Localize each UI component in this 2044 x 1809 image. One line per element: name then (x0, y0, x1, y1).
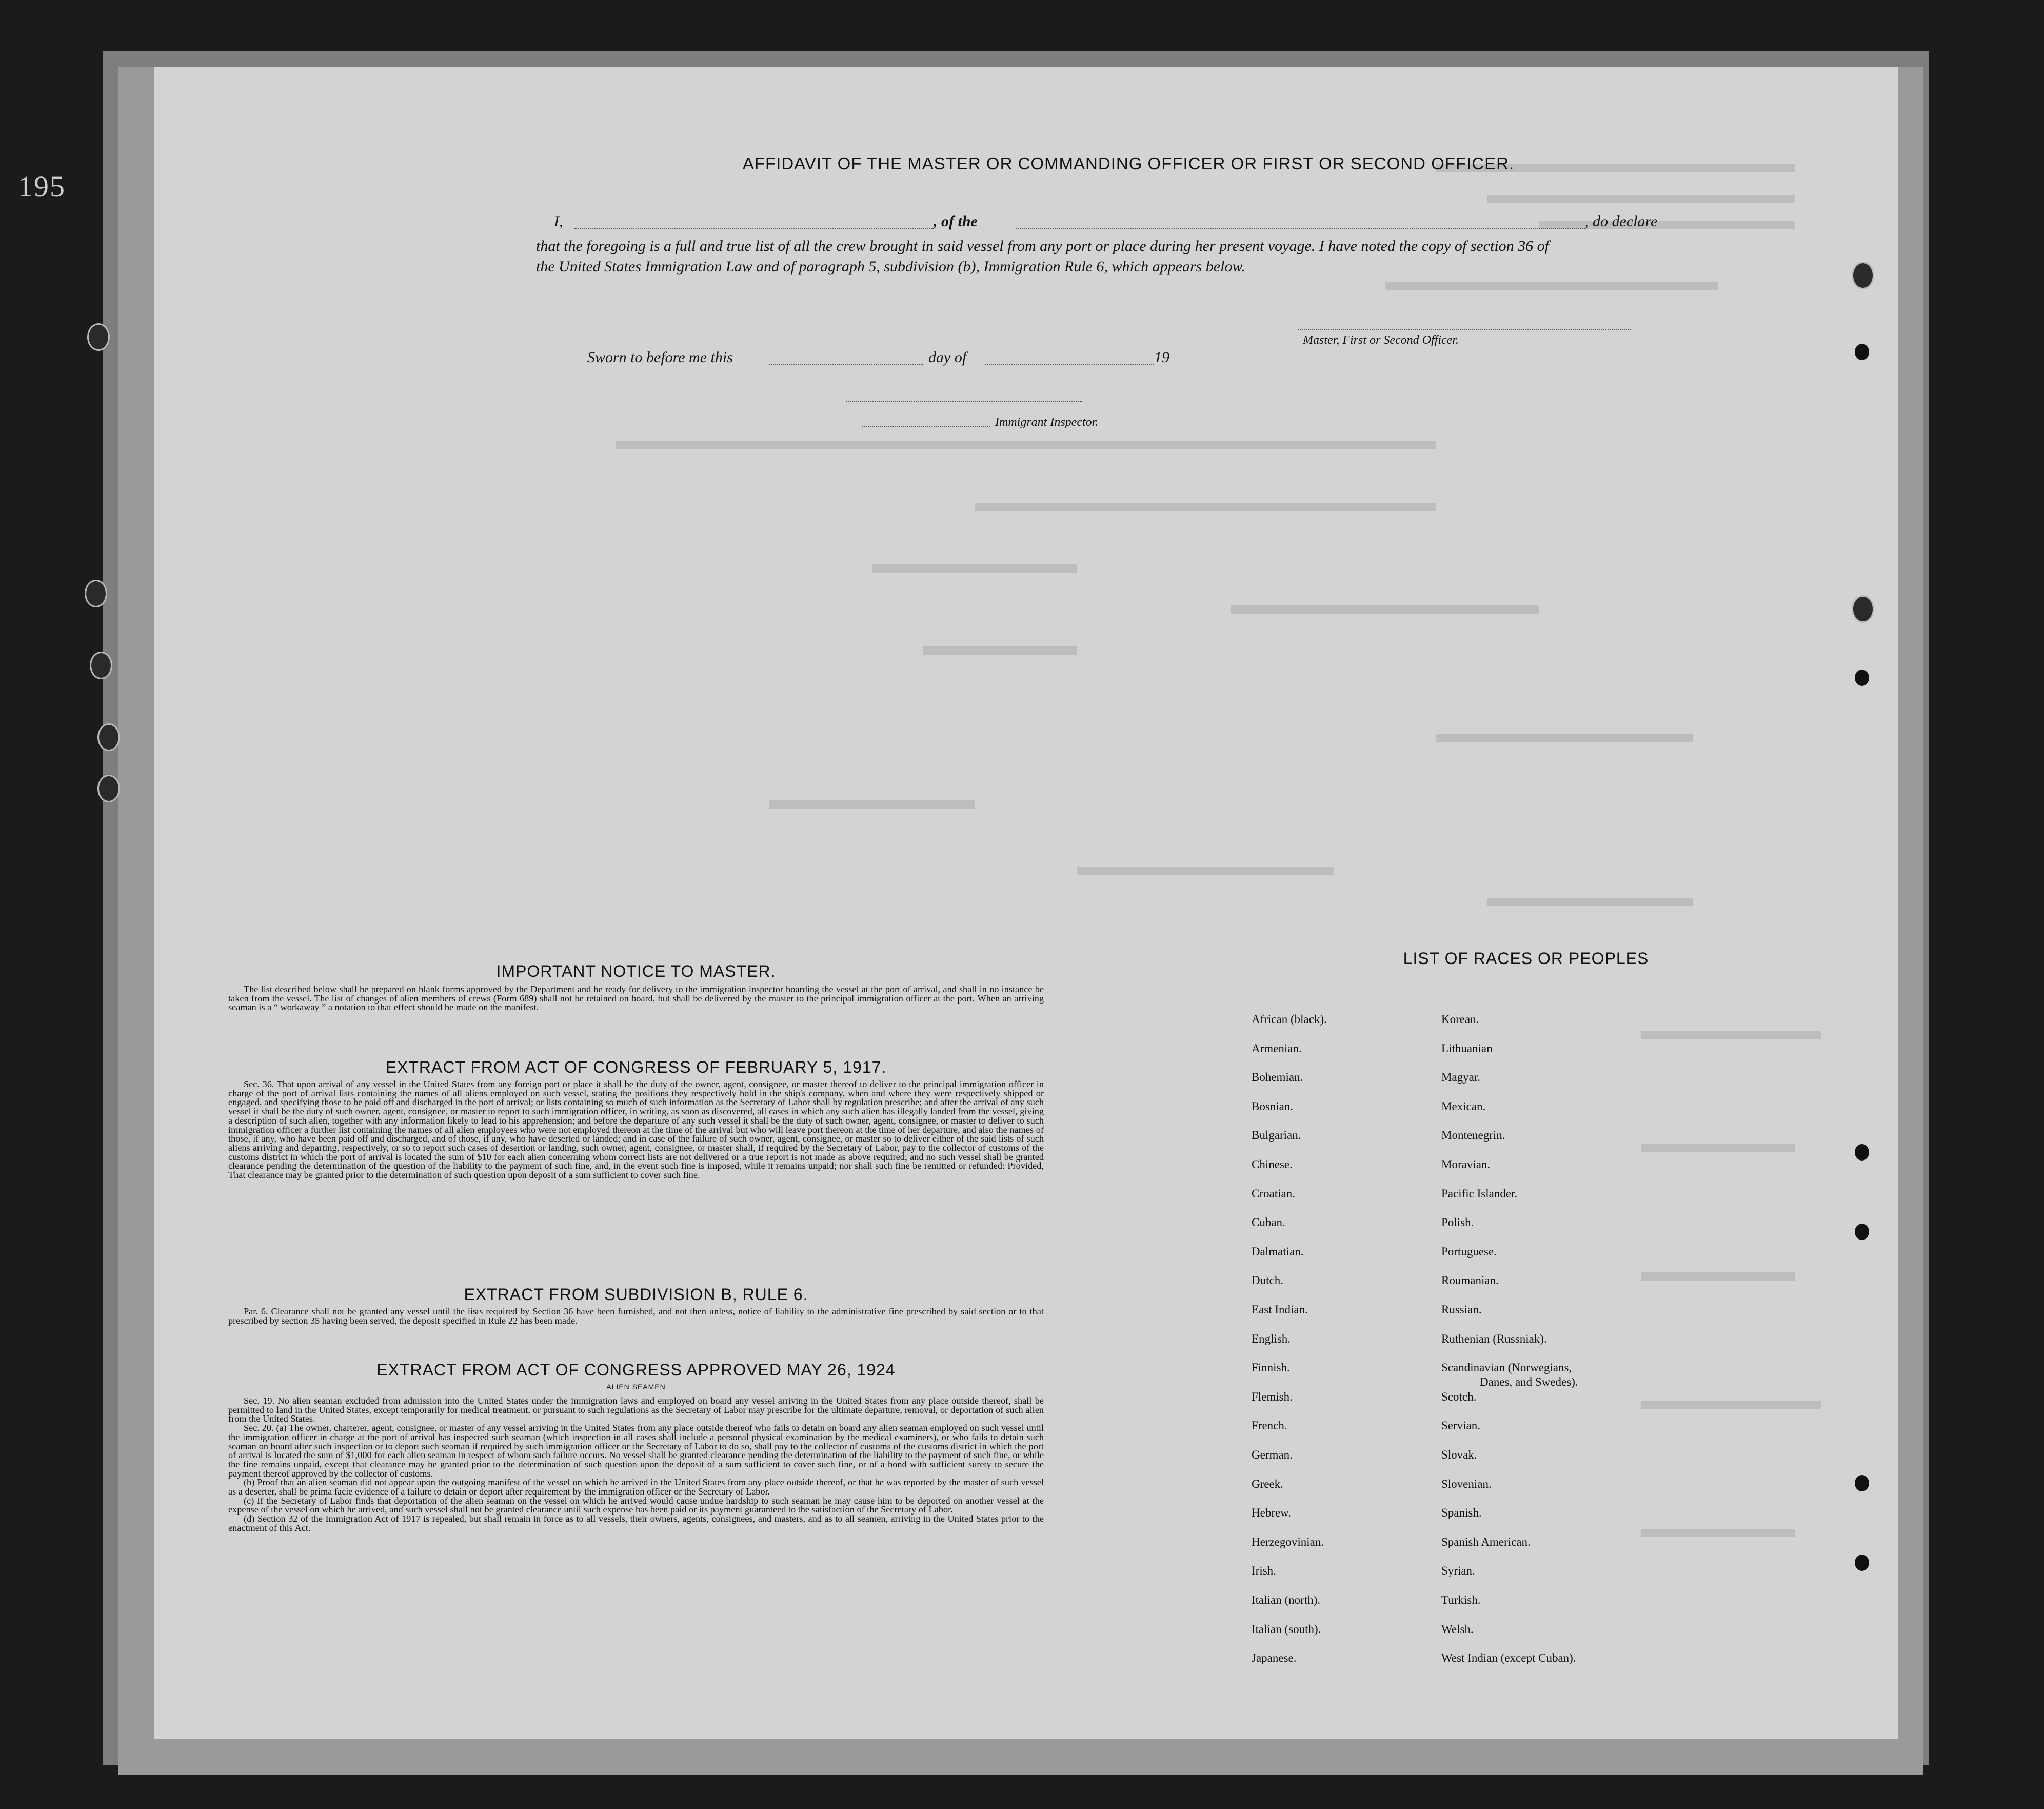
race-item: Scotch. (1441, 1390, 1477, 1403)
day-blank (769, 363, 923, 365)
day-of-text: day of (928, 349, 967, 366)
binder-hole (97, 723, 120, 751)
race-item: Korean. (1441, 1013, 1479, 1026)
race-item: Bohemian. (1252, 1071, 1303, 1084)
race-item: Spanish American. (1441, 1535, 1531, 1548)
inspector-label: Immigrant Inspector. (995, 416, 1099, 429)
binder-hole (1855, 1224, 1869, 1240)
races-title: LIST OF RACES OR PEOPLES (1403, 949, 1649, 968)
race-item: Turkish. (1441, 1594, 1481, 1606)
race-item: Moravian. (1441, 1158, 1491, 1171)
race-item: East Indian. (1252, 1303, 1308, 1316)
affidavit-declare: , do declare (1585, 213, 1658, 230)
race-item: Mexican. (1441, 1099, 1486, 1113)
race-item: Portuguese. (1441, 1245, 1497, 1258)
race-item: Greek. (1252, 1477, 1283, 1490)
vessel-blank (1016, 227, 1585, 229)
binder-hole (1855, 1555, 1869, 1571)
race-item: Danes, and Swedes). (1480, 1375, 1578, 1389)
race-item: Roumanian. (1441, 1274, 1499, 1287)
extract3-text: Sec. 19. No alien seaman excluded from admission into the United States under the immigration laws and employed on board any vessel arriving in the United States from any place outside thereof, shall be permitted to land in the United States, except temporarily for medical treatment, or pursuant to such regulations as the Secretary of Labor may prescribe for the ultimate departure, removal, or deportation of such alien from the United States. Sec. 20. (a) The owner, charterer, agent, consignee, or master of any vessel arriving in the United States from any place outside thereof who fails to detain on board any alien seaman employed on such vessel until the immigration officer in charge at the port of arrival has inspected such seaman (which inspection in all cases shall include a personal physical examination by the medical examiners), or who fails to detain such seaman on board after such inspection or to deport such seaman if required by such immigration officer or the Secretary of Labor to do so, shall pay to the collector of customs of the customs district in which the port of arrival is located the sum of $1,000 for each alien seaman in respect of whom such failure occurs. No vessel shall be granted clearance pending the determination of the liability to the payment of such fine, or while the fine remains unpaid, except that clearance may be granted prior to the determination of such question upon the deposit of a sum sufficient to cover such fine, or of a bond with sufficient surety to secure the payment thereof approved by the collector of customs. (b) Proof that an alien seaman did not appear upon the outgoing manifest of the vessel on which he arrived in the United States from any place outside thereof, or that he was reported by the master of such vessel as a deserter, shall be prima facie evidence of a failure to detain or deport after requirement by the immigration officer or the Secretary of Labor. (c) If the Secretary of Labor finds that deportation of the alien seaman on the vessel on which he arrived would cause undue hardship to such seaman he may cause him to be deported on another vessel at the expense of the vessel on which he arrived, and such vessel shall not be granted clearance until such expense has been paid or its payment guaranteed to the satisfaction of the Secretary of Labor. (d) Section 32 of the Immigration Act of 1917 is repealed, but shall remain in force as to all vessels, their owners, agents, consignees, and masters, and as to all seamen, arriving in the United States prior to the enactment of this Act. (228, 1395, 1044, 1533)
extract1-title: EXTRACT FROM ACT OF CONGRESS OF FEBRUARY 5, 1917. (385, 1058, 887, 1076)
race-item: Syrian. (1441, 1564, 1475, 1578)
binder-hole (1855, 1475, 1869, 1491)
race-item: Finnish. (1252, 1361, 1290, 1374)
binder-hole (1855, 344, 1869, 360)
race-item: Irish. (1252, 1564, 1276, 1578)
binder-hole (1852, 262, 1874, 289)
sworn-text: Sworn to before me this (587, 349, 733, 366)
race-item: Dutch. (1252, 1274, 1283, 1287)
race-item: West Indian (except Cuban). (1441, 1651, 1576, 1665)
race-item: Armenian. (1252, 1041, 1302, 1055)
race-item: Italian (north). (1252, 1594, 1321, 1606)
race-item: Montenegrin. (1441, 1129, 1505, 1142)
extract3-title: EXTRACT FROM ACT OF CONGRESS APPROVED MAY 26, 1924 (376, 1361, 896, 1379)
race-item: Bulgarian. (1252, 1129, 1301, 1142)
race-item: Slovenian. (1441, 1477, 1492, 1490)
race-item: Cuban. (1252, 1216, 1285, 1229)
affidavit-body: that the foregoing is a full and true list of all the crew brought in said vessel from any port or place during her present voyage. I have noted the copy of section 36 of the United States Immigration Law and of paragraph 5, subdivision (b), Immigration Rule 6, which appears below. (536, 238, 1549, 275)
manifest-page (154, 67, 1898, 1739)
page-number: 195 (18, 170, 66, 203)
notice-title: IMPORTANT NOTICE TO MASTER. (496, 962, 776, 980)
extract2-text: Par. 6. Clearance shall not be granted any vessel until the lists required by Section 36 have been furnished, and not then unless, notice of liability to the administrative fine prescribed by said section or to that prescribed by section 35 having been served, the deposit specified in Rule 22 has been made. (228, 1306, 1044, 1326)
race-item: Flemish. (1252, 1390, 1293, 1403)
binder-hole (97, 775, 120, 802)
binder-hole (87, 323, 110, 351)
race-item: Lithuanian (1441, 1041, 1493, 1055)
master-signature-line (1298, 328, 1631, 330)
race-item: Dalmatian. (1252, 1245, 1304, 1258)
race-item: Polish. (1441, 1216, 1474, 1229)
affidavit-of-the: , of the (934, 213, 978, 230)
race-item: Servian. (1441, 1419, 1481, 1432)
binder-hole (90, 652, 112, 679)
race-item: Bosnian. (1252, 1099, 1294, 1113)
inspector-signature-line (862, 425, 990, 427)
name-blank (574, 227, 934, 229)
race-item: Ruthenian (Russniak). (1441, 1332, 1547, 1345)
sworn-line (846, 400, 1082, 402)
year-text: 19 (1154, 349, 1169, 366)
race-item: Herzegovinian. (1252, 1535, 1324, 1548)
race-item: Pacific Islander. (1441, 1187, 1518, 1200)
extract3-subtitle: ALIEN SEAMEN (606, 1383, 666, 1391)
race-item: African (black). (1252, 1013, 1327, 1026)
race-item: Russian. (1441, 1303, 1482, 1316)
race-item: Italian (south). (1252, 1622, 1321, 1636)
master-label: Master, First or Second Officer. (1303, 333, 1459, 347)
race-item: Croatian. (1252, 1187, 1295, 1200)
race-item: Welsh. (1441, 1622, 1474, 1636)
race-item: Magyar. (1441, 1071, 1481, 1084)
race-item: Hebrew. (1252, 1506, 1292, 1520)
affidavit-title: AFFIDAVIT OF THE MASTER OR COMMANDING OFFICER OR FIRST OR SECOND OFFICER. (742, 154, 1515, 173)
race-item: French. (1252, 1419, 1287, 1432)
race-item: Scandinavian (Norwegians, (1441, 1361, 1572, 1374)
binder-hole (85, 580, 107, 607)
race-item: German. (1252, 1448, 1293, 1461)
extract2-title: EXTRACT FROM SUBDIVISION B, RULE 6. (464, 1285, 808, 1304)
binder-hole (1855, 1144, 1869, 1161)
binder-hole (1852, 595, 1874, 623)
race-item: Chinese. (1252, 1158, 1293, 1171)
race-item: Slovak. (1441, 1448, 1477, 1461)
race-item: Japanese. (1252, 1651, 1297, 1665)
affidavit-i: I, (554, 213, 563, 230)
extract1-text: Sec. 36. That upon arrival of any vessel in the United States from any foreign port or place it shall be the duty of the owner, agent, consignee, or master thereof to deliver to the principal immigration officer in charge of the port of arrival lists containing the names of all aliens employed on such vessel, stating the positions they respectively hold in the ship's company, when and where they were respectively shipped or engaged, and specifying those to be paid off and discharged in the port of arrival; or lists containing so much of such information as the Secretary of Labor shall by regulation prescribe; and after the arrival of any such vessel it shall be the duty of such owner, agent, consignee, or master to report to such immigration officer, in writing, as soon as discovered, all cases in which any such alien has illegally landed from the vessel, giving a description of such alien, together with any information likely to lead to his apprehension; and before the departure of any such vessel it shall be the duty of such owner, agent, consignee, or master to deliver to such immigration officer a further list containing the names of all alien employees who were not employed thereon at the time of the arrival but who will leave port thereon at the time of her departure, and also the names of those, if any, who have been paid off and discharged, and of those, if any, who have deserted or landed; and in case of the failure of such owner, agent, consignee, or master so to deliver either of the said lists of such aliens arriving and departing, respectively, or so to report such cases of desertion or landing, such owner, agent, consignee, or master shall, if required by the Secretary of Labor, pay to the collector of customs of the customs district in which the port of arrival is located the sum of $10 for each alien concerning whom correct lists are not delivered or a true report is not made as above required; and no such vessel shall be granted clearance pending the determination of the question of the liability to the payment of such fine, and, in the event such fine is imposed, while it remains unpaid; nor shall such fine be remitted or refunded: Provided, That clearance may be granted prior to the determination of such question upon deposit of a sum sufficient to cover such fine. (228, 1079, 1044, 1181)
race-item: Spanish. (1441, 1506, 1482, 1520)
notice-text: The list described below shall be prepared on blank forms approved by the Department and be ready for delivery to the immigration inspector boarding the vessel at the port of arrival, and shall in no instance be taken from the vessel. The list of changes of alien members of crews (Form 689) shall not be retained on board, but shall be delivered by the master to the principal immigration officer at the port. When an arriving seaman is a “ workaway ” a notation to that effect should be made on the manifest. (228, 984, 1044, 1013)
binder-hole (1855, 670, 1869, 686)
month-blank (985, 363, 1154, 365)
race-item: English. (1252, 1332, 1291, 1345)
